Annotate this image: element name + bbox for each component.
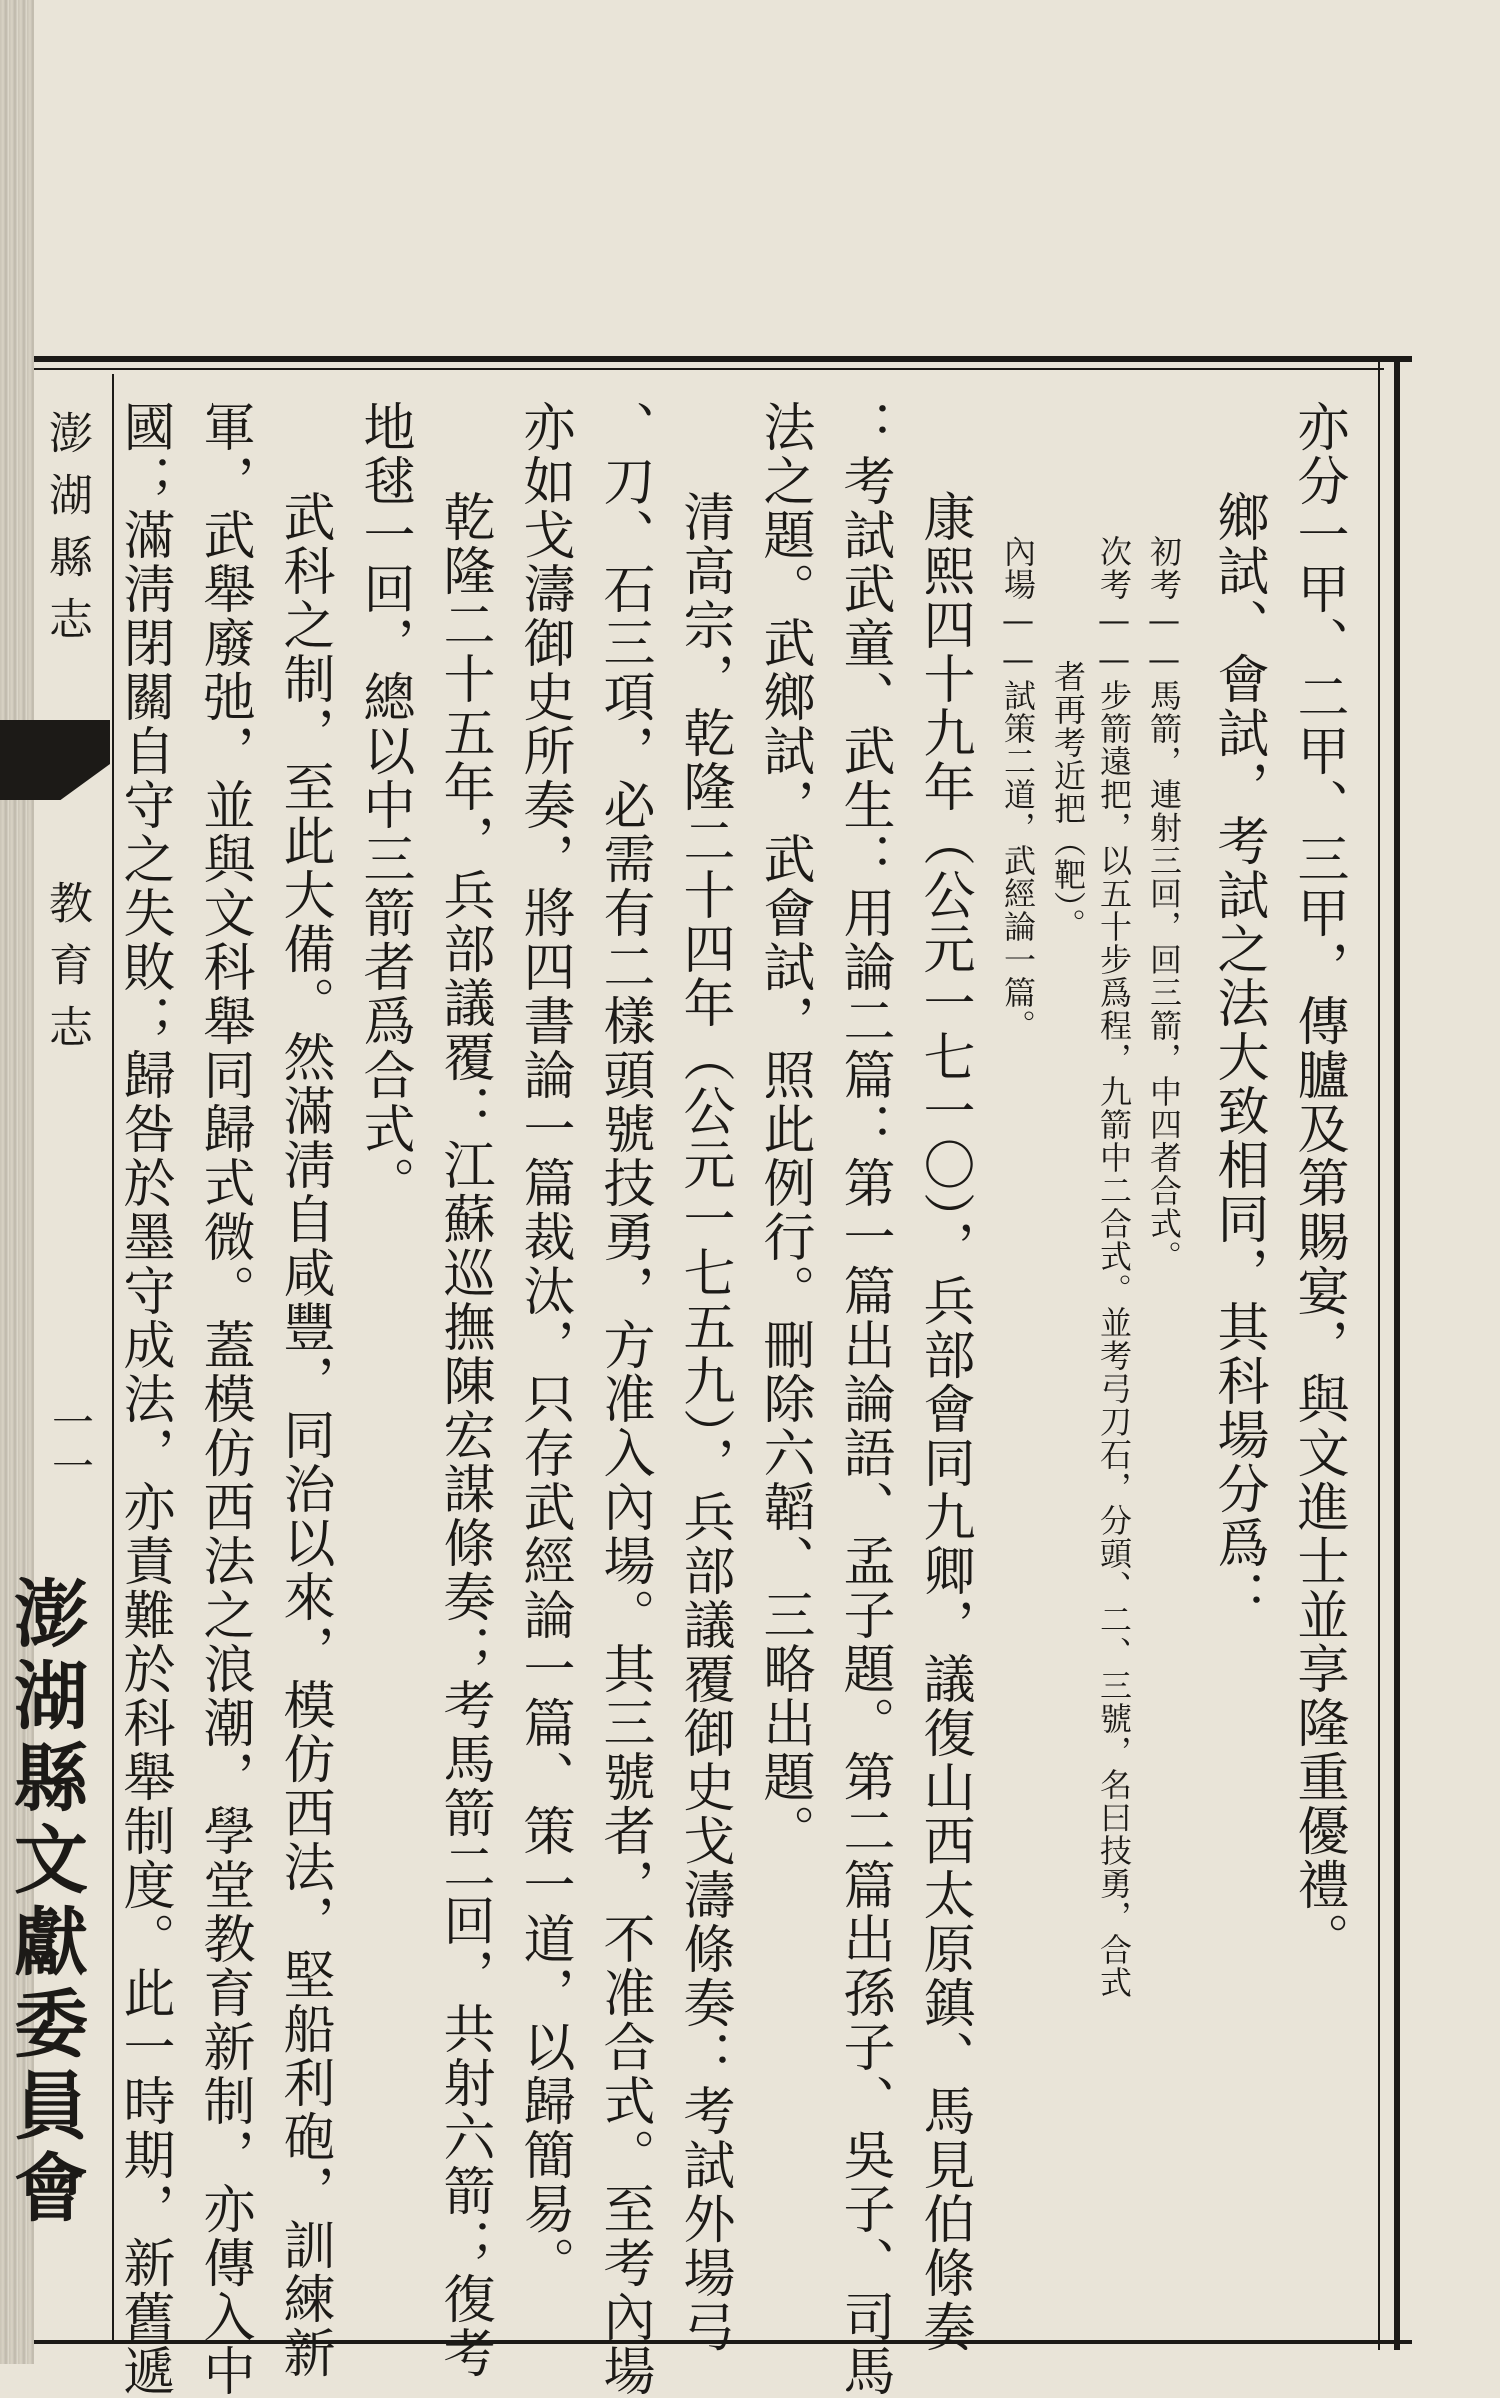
text-column-4: ：考試武童、武生：用論二篇：第一篇出論語、孟子題。第二篇出孫子、吳子、司馬 (834, 400, 894, 2398)
text-column-6: 清高宗，乾隆二十四年（公元一七五九），兵部議覆御史戈濤條奏：考試外場弓 (674, 490, 734, 2354)
frame-right-border (1378, 356, 1400, 2350)
text-column-5: 法之題。武鄉試，武會試，照此例行。刪除六韜、三略出題。 (754, 400, 814, 1858)
note-column-2: 次考——步箭遠把，以五十步爲程，九箭中二合式。並考弓刀石，分頭、二、三號，名曰技勇，合式 (1095, 535, 1133, 1999)
text-column-2: 鄉試、會試，考試之法大致相同，其科場分爲： (1208, 490, 1268, 1624)
text-column-12: 軍，武舉廢弛，並與文科舉同歸式微。蓋模仿西法之浪潮，學堂教育新制，亦傳入中 (194, 400, 254, 2398)
text-column-10: 地毬一回，總以中三箭者爲合式。 (354, 400, 414, 1210)
text-column-7: 、刀、石三項，必需有二樣頭號技勇，方准入內場。其三號者，不准合式。至考內場 (594, 400, 654, 2398)
text-column-9: 乾隆二十五年，兵部議覆：江蘇巡撫陳宏謀條奏；考馬箭二回，共射六箭；復考 (434, 490, 494, 2380)
page-number: 一一 (46, 1400, 95, 1488)
book-title: 澎湖縣志 (41, 410, 92, 658)
chapter-title: 教育志 (41, 880, 92, 1066)
publisher-seal: 澎湖縣文獻委員會 (2, 1575, 88, 2231)
text-column-13: 國；滿淸閉關自守之失敗；歸咎於墨守成法，亦責難於科舉制度。此一時期，新舊遞 (114, 400, 174, 2398)
note-column-3: 者再考近把（靶）。 (1049, 660, 1087, 941)
text-column-3: 康熙四十九年（公元一七一〇），兵部會同九卿，議復山西太原鎮、馬見伯條奏 (914, 490, 974, 2354)
text-column-1: 亦分一甲、二甲、三甲，傳臚及第賜宴，與文進士並享隆重優禮。 (1288, 400, 1348, 1966)
frame-inner-rule (34, 368, 1384, 370)
text-column-8: 亦如戈濤御史所奏，將四書論一篇裁汰，只存武經論一篇、策一道，以歸簡易。 (514, 400, 574, 2290)
note-column-1: 初考——馬箭，連射三回，回三箭，中四者合式。 (1145, 535, 1183, 1273)
note-column-4: 內場——試策二道，武經論一篇。 (999, 535, 1037, 1042)
text-column-11: 武科之制，至此大備。然滿淸自咸豐，同治以來，模仿西法，堅船利砲，訓練新 (274, 490, 334, 2380)
